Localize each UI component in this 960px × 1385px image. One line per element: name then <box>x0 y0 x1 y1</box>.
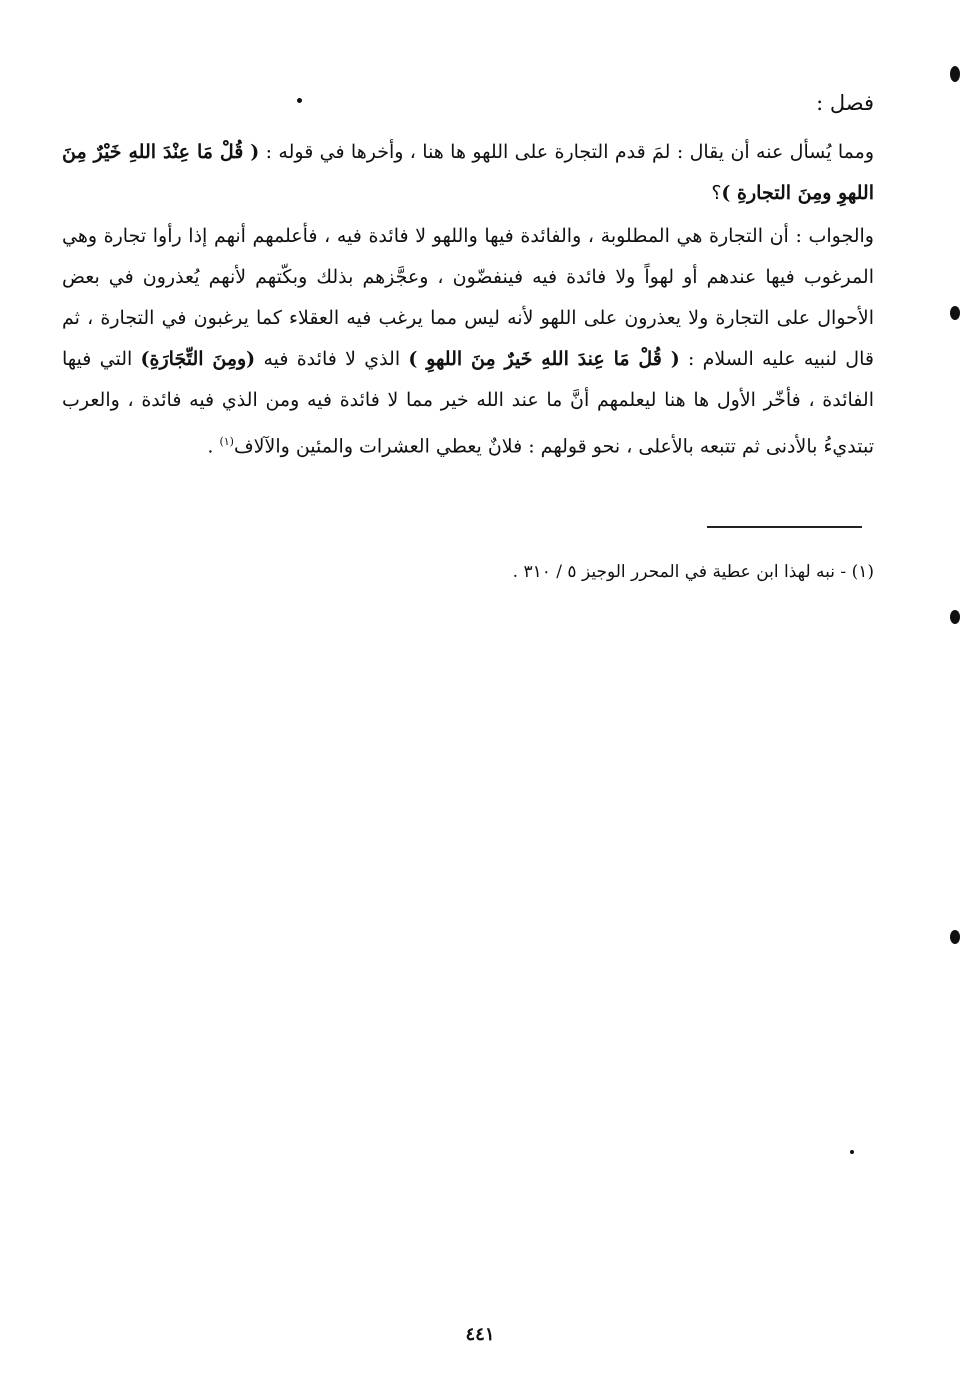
answer-text-part-1: والجواب : أن التجارة هي المطلوبة ، والفائدة فيها واللهو لا فائدة فيه ، فأعلمهم أنهم إذا رأوا تجارة وهي المرغوب فيها عندهم أو لهواً ولا فائدة فيه فينفضّون ، وعجَّزهم بذلك وبكّتهم لأنهم يُعذرون في بعض الأحوال على التجارة ولا يعذرون على اللهو لأنه ليس مما يرغب فيه العقلاء كما يرغبون في التجارة ، ثم قال لنبيه عليه السلام : <box>62 225 874 370</box>
answer-end: . <box>207 435 220 458</box>
quran-verse-3: (ومِنَ التِّجَارَةِ) <box>140 348 256 370</box>
quran-verse-2: ( قُلْ مَا عِندَ اللهِ خَيرٌ مِنَ اللهوِ ) <box>408 348 680 370</box>
question-text: ومما يُسأل عنه أن يقال : لمَ قدم التجارة على اللهو ها هنا ، وأخرها في قوله : <box>259 141 874 163</box>
question-mark: ؟ <box>711 182 722 204</box>
footnote-separator <box>707 526 862 528</box>
answer-text-part-2: الذي لا فائدة فيه <box>255 348 409 370</box>
edge-mark <box>950 306 960 320</box>
answer-text-part-3: التي فيها الفائدة ، فأخّر الأول ها هنا ليعلمهم أنَّ ما عند الله خير مما لا فائدة فيه ومن الذي فيه فائدة ، والعرب تبتديءُ بالأدنى ثم تتبعه بالأعلى ، نحو قولهم : فلانٌ يعطي العشرات والمئين والآلاف <box>62 348 874 458</box>
edge-mark <box>950 930 960 944</box>
footnote: (١) - نبه لهذا ابن عطية في المحرر الوجيز ٥ / ٣١٠ . <box>512 562 874 582</box>
scan-speck <box>297 98 302 103</box>
page-number: ٤٤١ <box>465 1324 495 1345</box>
edge-mark <box>950 66 960 82</box>
footnote-reference: (١) <box>219 435 234 448</box>
answer-paragraph <box>62 216 874 467</box>
question-paragraph <box>62 132 874 214</box>
edge-mark <box>950 610 960 624</box>
scan-speck <box>850 1150 854 1154</box>
quran-verse: ( قُلْ مَا عِنْدَ اللهِ خَيْرٌ مِنَ اللهوِ ومِنَ التجارةِ ) <box>62 141 874 204</box>
section-heading: فصل : <box>816 91 874 115</box>
